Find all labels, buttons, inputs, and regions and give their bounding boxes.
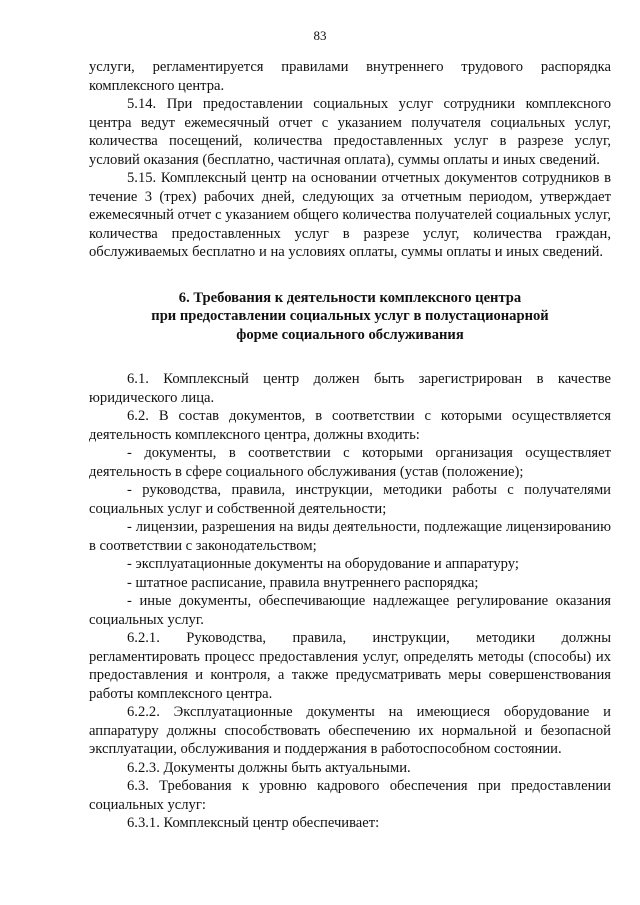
paragraph: 6.3.1. Комплексный центр обеспечивает:: [127, 815, 380, 831]
paragraph: 6.3. Требования к уровню кадрового обеспечения при предоставлении социальных услуг:: [89, 778, 611, 813]
paragraph: 6.2.3. Документы должны быть актуальными.: [127, 759, 411, 776]
paragraph: 6.1. Комплексный центр должен быть зарегистрирован в качестве юридического лица.: [89, 371, 611, 406]
list-item: - иные документы, обеспечивающие надлежащее регулирование оказания социальных услуг.: [89, 593, 611, 628]
paragraph: 5.15. Комплексный центр на основании отчетных документов сотрудников в течение 3 (трех) рабочих дней, следующих за отчетным периодом, утверждает ежемесячный отчет с указанием общего количества получателей социальных услуг, количества предоставленных услуг в разрезе услуг, количества граждан, обслуживаемых бесплатно и на условиях оплаты, суммы оплаты и иных сведений.: [89, 170, 611, 260]
section-heading-line: при предоставлении социальных услуг в полустационарной: [151, 308, 549, 324]
list-item: - эксплуатационные документы на оборудование и аппаратуру;: [127, 556, 519, 572]
paragraph: 6.2.1. Руководства, правила, инструкции, методики должны регламентировать процесс предоставления услуг, определять методы (способы) их предоставления и контроля, а также предусматривать меры совершенствования работы комплексного центра.: [89, 630, 611, 702]
list-item: - лицензии, разрешения на виды деятельности, подлежащие лицензированию в соответствии с законодательством;: [89, 519, 611, 554]
paragraph: 5.14. При предоставлении социальных услуг сотрудники комплексного центра ведут ежемесячный отчет с указанием получателя социальных услуг, количества посещений, количества предоставленных услуг в разрезе услуг, условий оказания (бесплатно, частичная оплата), суммы оплаты и иных сведений.: [89, 96, 611, 168]
section-heading-line: 6. Требования к деятельности комплексного центра: [178, 289, 522, 306]
section-heading: [89, 289, 611, 345]
list-item: - руководства, правила, инструкции, методики работы с получателями социальных услуг и собственной деятельности;: [89, 482, 611, 517]
list-item: - документы, в соответствии с которыми организация осуществляет деятельность в сфере социального обслуживания (устав (положение);: [89, 445, 611, 480]
paragraph: услуги, регламентируется правилами внутреннего трудового распорядка комплексного центра.: [89, 59, 611, 94]
paragraph: 6.2.2. Эксплуатационные документы на имеющиеся оборудование и аппаратуру должны способствовать обеспечению их нормальной и безопасной эксплуатации, обслуживания и поддержания в работоспособном состоянии.: [89, 704, 611, 757]
list-item: - штатное расписание, правила внутреннего распорядка;: [127, 574, 479, 591]
paragraph: 6.2. В состав документов, в соответствии с которыми осуществляется деятельность комплексного центра, должны входить:: [89, 408, 611, 443]
section-heading-line: форме социального обслуживания: [236, 326, 464, 343]
page-number: 83: [313, 28, 327, 43]
document-body: [89, 58, 611, 833]
